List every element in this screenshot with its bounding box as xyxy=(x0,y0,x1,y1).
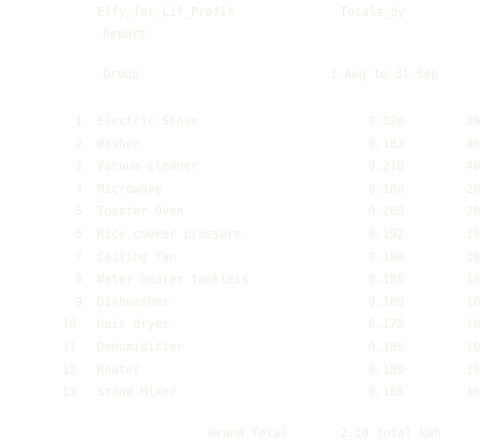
row-index: 5 xyxy=(75,204,83,218)
row-tail: 10 xyxy=(466,250,481,264)
row-index: 9 xyxy=(75,295,83,309)
row-tail: 10 xyxy=(466,227,481,241)
row-index: 6 xyxy=(75,227,83,241)
row-value: 0.180 xyxy=(368,250,405,264)
row-index: 1 xyxy=(75,114,83,128)
row-name: Router xyxy=(97,363,141,377)
row-value: 0.189 xyxy=(368,363,405,377)
row-value: 0.186 xyxy=(368,385,405,399)
row-tail: 20 xyxy=(466,204,481,218)
row-tail: 10 xyxy=(466,340,481,354)
row-index: 7 xyxy=(75,250,83,264)
row-tail: 40 xyxy=(466,159,481,173)
row-tail: 10 xyxy=(466,295,481,309)
row-value: 0.026 xyxy=(368,114,405,128)
grand-total-value: 2.10 total kWh xyxy=(340,426,442,440)
grand-total-label: Grand Total xyxy=(208,426,288,440)
row-value: 0.186 xyxy=(368,340,405,354)
row-name: Stand Mixer xyxy=(97,385,177,399)
row-value: 0.183 xyxy=(368,137,405,151)
row-index: 8 xyxy=(75,272,83,286)
row-value: 0.200 xyxy=(368,204,405,218)
row-name: Electric Stove xyxy=(97,114,199,128)
row-tail: 10 xyxy=(466,385,481,399)
row-value: 0.186 xyxy=(368,272,405,286)
row-name: Dehumidifier xyxy=(97,340,184,354)
row-index: 11 xyxy=(62,340,77,354)
row-tail: 10 xyxy=(466,363,481,377)
row-name: Hair dryer xyxy=(97,317,170,331)
row-tail: 40 xyxy=(466,137,481,151)
row-value: 0.175 xyxy=(368,317,405,331)
row-name: Dishwasher xyxy=(97,295,170,309)
row-value: 0.180 xyxy=(368,182,405,196)
row-name: Washer xyxy=(97,137,141,151)
row-name: Rice cooker pressure xyxy=(97,227,242,241)
row-value: 0.180 xyxy=(368,295,405,309)
date-range: 1-Aug to 31-Sep xyxy=(330,67,439,81)
row-tail: 10 xyxy=(466,272,481,286)
row-index: 2 xyxy=(75,137,83,151)
row-index: 12 xyxy=(62,363,77,377)
row-index: 4 xyxy=(75,182,83,196)
row-value: 0.192 xyxy=(368,227,405,241)
row-name: Toaster Oven xyxy=(97,204,184,218)
report-subtitle: Report xyxy=(103,27,147,41)
row-name: Ceiling fan xyxy=(97,250,177,264)
row-name: Vacuum cleaner xyxy=(97,159,199,173)
row-name: Water heater tankless xyxy=(97,272,249,286)
row-tail: 20 xyxy=(466,182,481,196)
row-name: Microwave xyxy=(97,182,163,196)
row-index: 13 xyxy=(62,385,77,399)
row-index: 3 xyxy=(75,159,83,173)
group-label: Group xyxy=(103,67,140,81)
row-value: 0.210 xyxy=(368,159,405,173)
report-title: Elfy_for_Lif_Profit xyxy=(97,5,235,19)
row-tail: 30 xyxy=(466,114,481,128)
row-index: 10 xyxy=(62,317,77,331)
row-tail: 10 xyxy=(466,317,481,331)
report-note: Totals_by xyxy=(340,5,406,19)
